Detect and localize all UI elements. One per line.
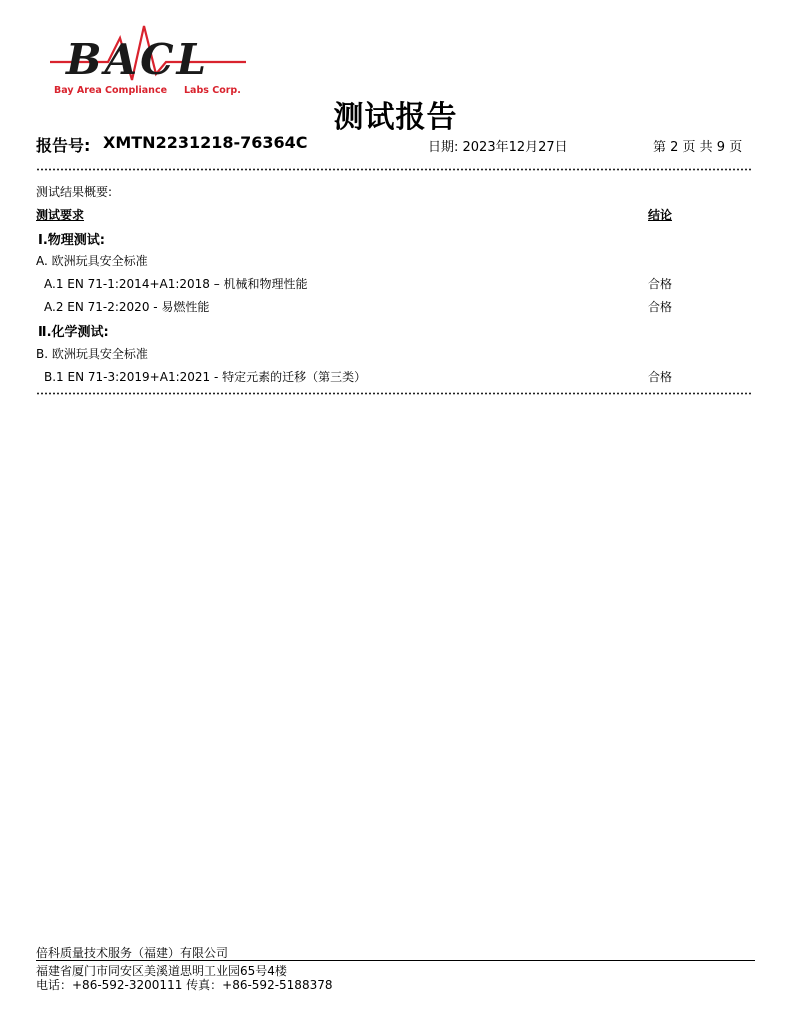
section-title-physical: Ⅰ.物理测试:: [38, 233, 105, 248]
bacl-logo-graphic: [48, 18, 248, 98]
column-header-requirement: 测试要求: [36, 208, 85, 222]
bacl-logo: [48, 18, 248, 98]
page-title: 测试报告: [333, 100, 458, 135]
result-a1: 合格: [648, 277, 673, 291]
report-date: 日期: 2023年12月27日: [428, 140, 568, 155]
page-indicator: 第 2 页 共 9 页: [653, 140, 743, 155]
footer-address: 福建省厦门市同安区美溪道思明工业园65号4楼: [36, 964, 287, 978]
asterisk-divider-top: [36, 165, 752, 174]
footer-contact: 电话：+86-592-3200111 传真：+86-592-5188378: [36, 978, 333, 992]
group-label-a: A. 欧洲玩具安全标准: [36, 254, 148, 268]
report-number-label: 报告号:: [36, 136, 91, 155]
svg-text:Bay Area Compliance: Bay Area Compliance: [54, 85, 168, 96]
report-number: XMTN2231218-76364C: [103, 133, 308, 152]
footer-rule: [36, 960, 755, 961]
asterisk-divider-bottom: [36, 389, 752, 398]
group-label-b: B. 欧洲玩具安全标准: [36, 347, 148, 361]
test-item-a1: A.1 EN 71-1:2014+A1:2018 – 机械和物理性能: [44, 277, 308, 291]
footer-company: 倍科质量技术服务（福建）有限公司: [36, 946, 229, 960]
result-a2: 合格: [648, 300, 673, 314]
svg-text:BACL: BACL: [66, 35, 210, 84]
test-item-a2: A.2 EN 71-2:2020 - 易燃性能: [44, 300, 210, 314]
section-title-chemical: Ⅱ.化学测试:: [38, 325, 109, 340]
summary-heading: 测试结果概要:: [36, 185, 113, 199]
svg-text:Labs Corp.: Labs Corp.: [184, 85, 241, 96]
column-header-conclusion: 结论: [648, 208, 673, 222]
result-b1: 合格: [648, 370, 673, 384]
test-item-b1: B.1 EN 71-3:2019+A1:2021 - 特定元素的迁移（第三类）: [44, 370, 367, 384]
